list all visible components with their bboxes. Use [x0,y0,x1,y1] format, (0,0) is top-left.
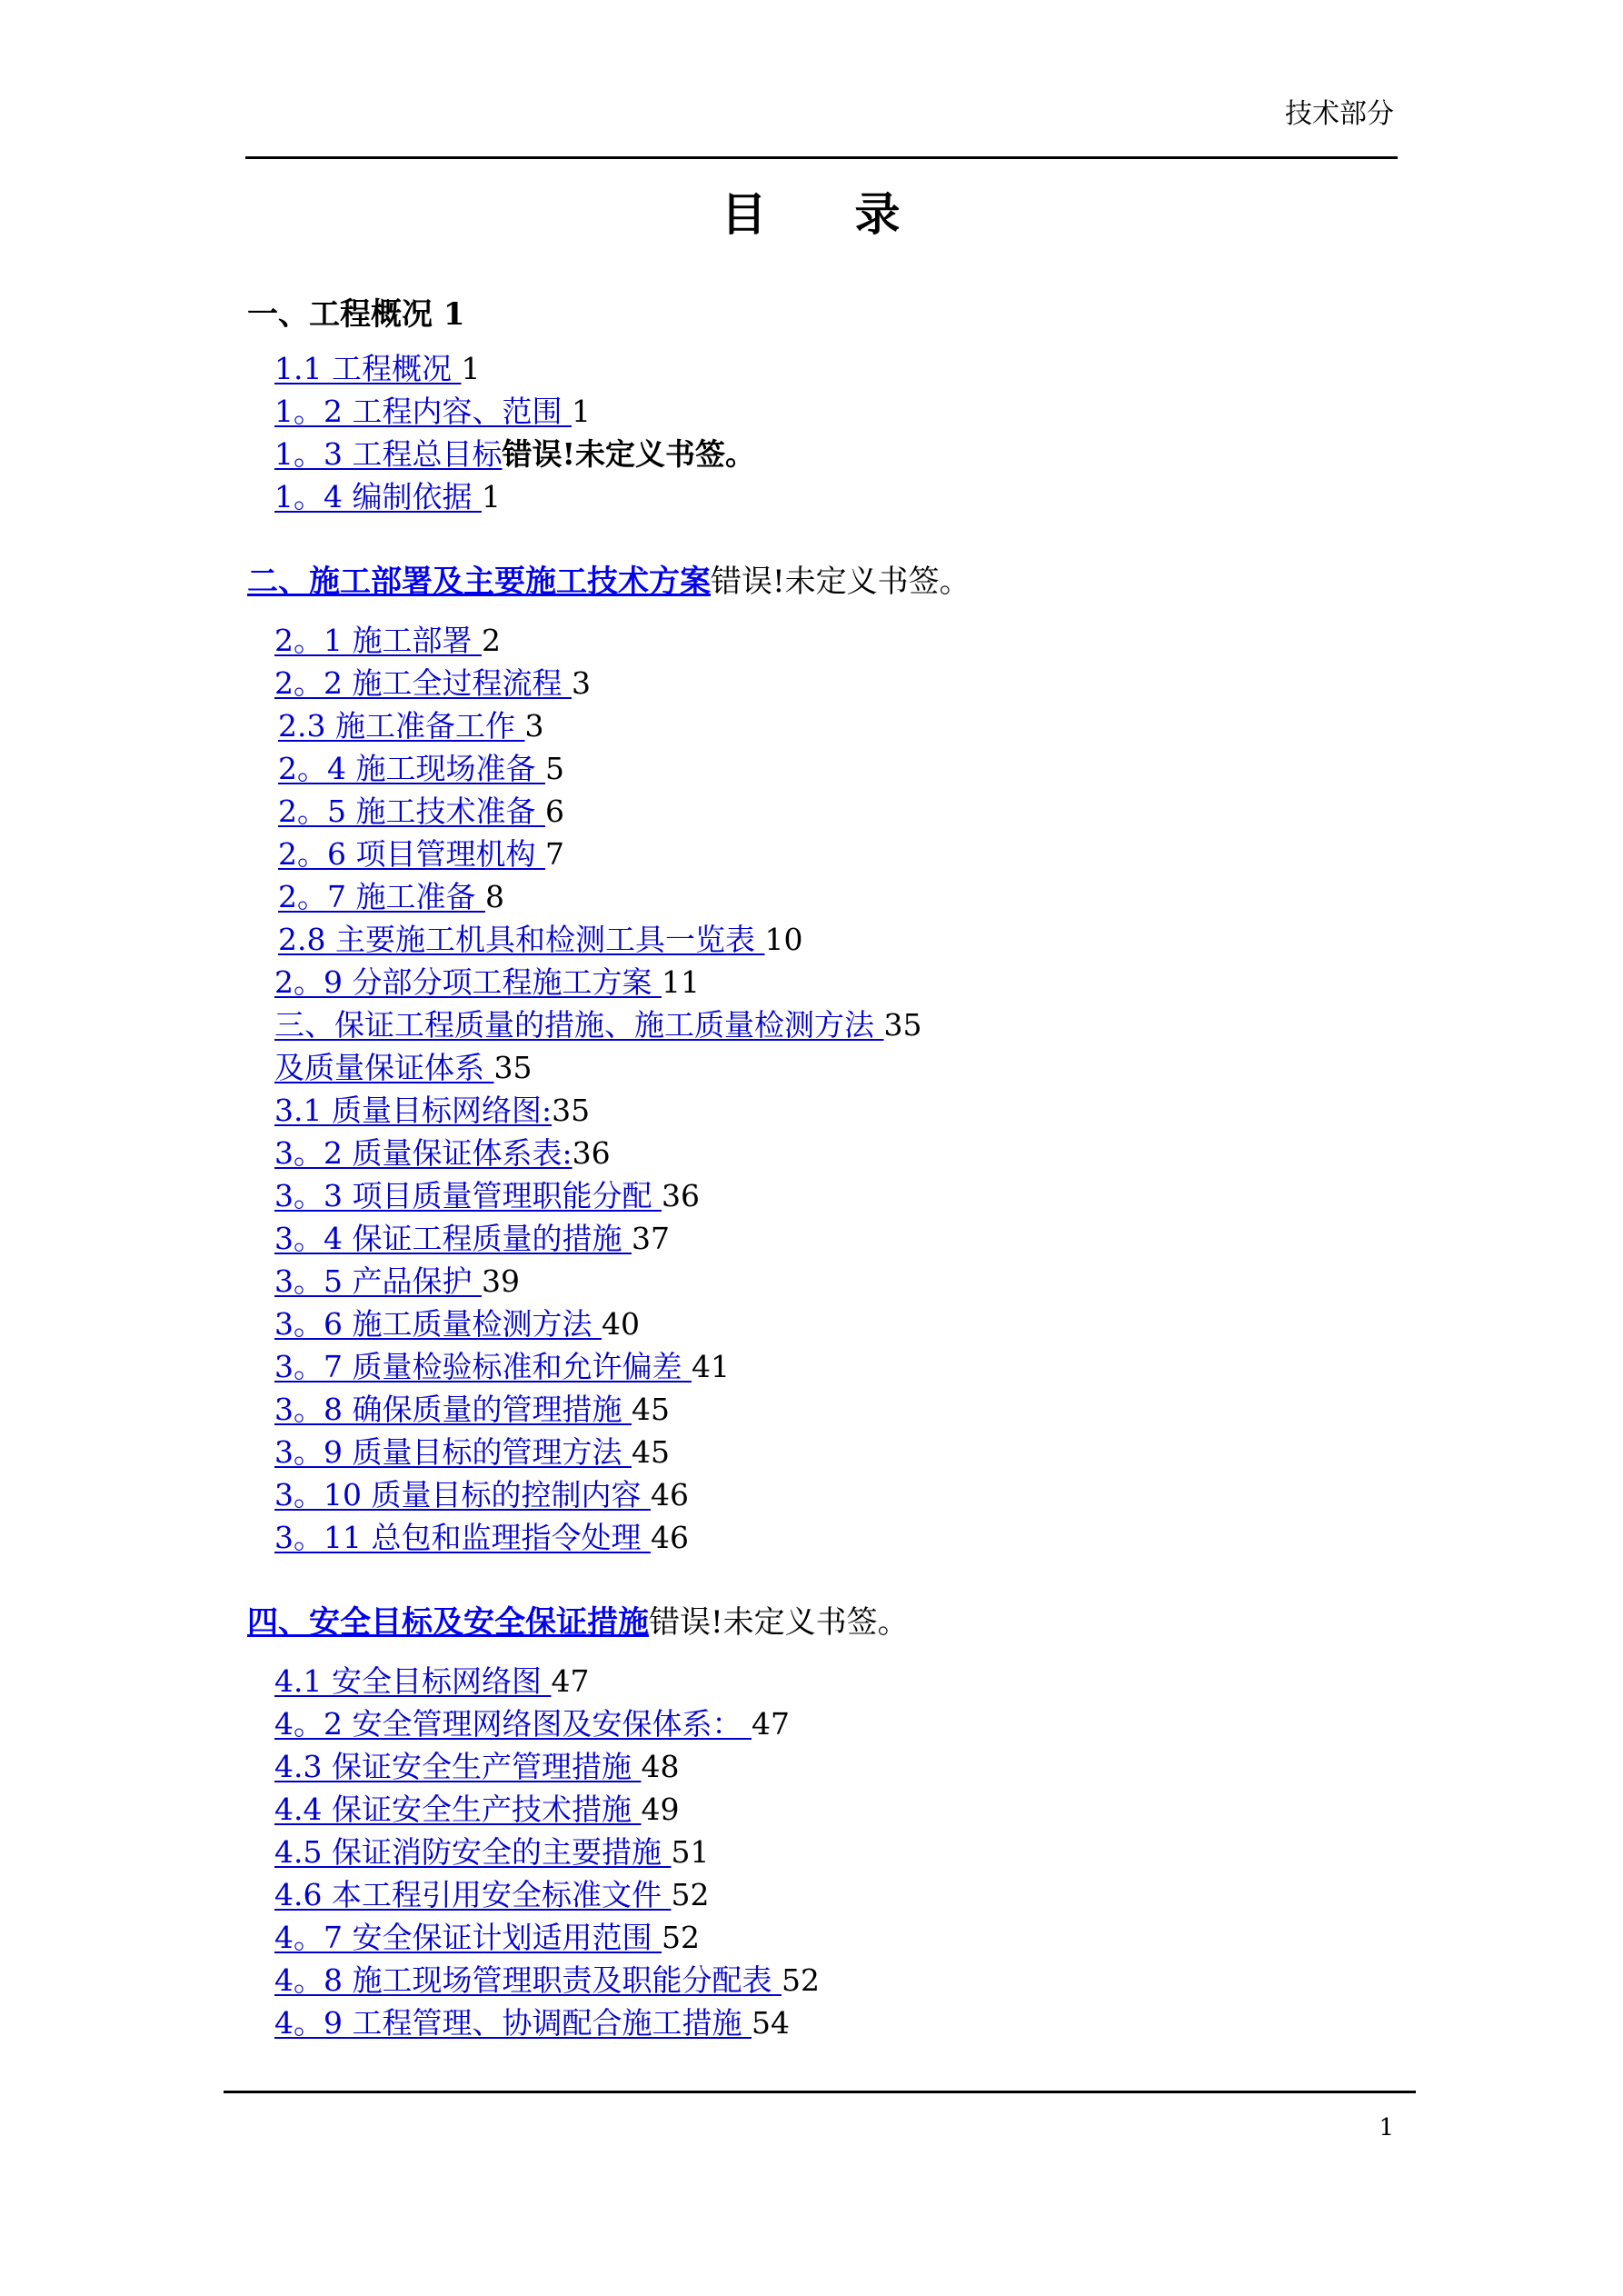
toc-item[interactable] [274,1221,670,1257]
toc-item-link[interactable]: 4。7 安全保证计划适用范围 [274,1920,662,1955]
toc-section-label[interactable]: 二、施工部署及主要施工技术方案 [247,564,711,600]
toc-item-page: 11 [661,964,700,1000]
toc-item[interactable] [274,1178,700,1214]
toc-item[interactable] [278,794,564,830]
toc-title [0,178,1623,244]
toc-item-page: 52 [671,1877,710,1912]
toc-section[interactable] [247,556,971,601]
footer-rule [224,2091,1416,2093]
toc-item[interactable] [274,1263,520,1300]
toc-item[interactable] [274,1663,589,1700]
toc-section[interactable] [247,1597,909,1642]
toc-item[interactable] [274,1520,689,1556]
toc-item-link[interactable]: 2。4 施工现场准备 [278,751,545,786]
toc-item-link[interactable]: 及质量保证体系 [274,1050,494,1085]
page-number: 1 [1379,2114,1394,2141]
toc-item-link[interactable]: 4.1 安全目标网络图 [274,1663,552,1699]
toc-item[interactable] [274,1007,922,1043]
toc-item-page: 10 [764,922,803,957]
toc-item[interactable] [274,1349,730,1385]
toc-item-link[interactable]: 3。7 质量检验标准和允许偏差 [274,1349,692,1384]
toc-item[interactable] [274,1434,670,1471]
toc-item[interactable] [274,351,480,387]
toc-item-link[interactable]: 3。11 总包和监理指令处理 [274,1520,651,1555]
toc-item-link[interactable]: 4。8 施工现场管理职责及职能分配表 [274,1962,782,1998]
toc-item-page: 35 [883,1007,922,1043]
toc-item-link[interactable]: 4.6 本工程引用安全标准文件 [274,1877,672,1912]
toc-item-page: 1 [481,479,501,514]
toc-item[interactable] [274,1877,709,1913]
toc-item-link[interactable]: 3。10 质量目标的控制内容 [274,1477,651,1512]
toc-item-link[interactable]: 2.8 主要施工机具和检测工具一览表 [278,922,765,957]
toc-item[interactable] [274,964,700,1001]
toc-item[interactable] [274,1392,670,1428]
toc-item-page: 51 [671,1834,710,1870]
toc-section-label[interactable]: 四、安全目标及安全保证措施 [247,1604,649,1641]
toc-section-page: 1 [433,296,465,333]
toc-item-page: 错误!未定义书签。 [502,436,755,472]
toc-item-link[interactable]: 1.1 工程概况 [274,351,462,386]
toc-item-link[interactable]: 4。2 安全管理网络图及安保体系： [274,1706,752,1742]
toc-item-link[interactable]: 2。5 施工技术准备 [278,794,545,829]
toc-item-link[interactable]: 4.3 保证安全生产管理措施 [274,1749,642,1784]
toc-item-link[interactable]: 4.4 保证安全生产技术措施 [274,1792,642,1827]
toc-item-page: 1 [461,351,481,386]
toc-item[interactable] [274,1477,689,1513]
toc-section [247,289,465,334]
toc-item-link[interactable]: 3。2 质量保证体系表: [274,1135,573,1171]
toc-item[interactable] [274,436,755,473]
toc-section-page: 错误!未定义书签。 [649,1604,909,1641]
toc-item-page: 35 [493,1050,533,1085]
toc-item-link[interactable]: 4.5 保证消防安全的主要措施 [274,1834,672,1870]
toc-section-page: 错误!未定义书签。 [711,564,971,600]
toc-item-page: 46 [650,1520,689,1555]
toc-item-link[interactable]: 2。1 施工部署 [274,623,482,658]
toc-item-link[interactable]: 3。3 项目质量管理职能分配 [274,1178,662,1213]
toc-item[interactable] [278,708,543,744]
toc-item-page: 3 [571,665,591,701]
toc-section-label: 一、工程概况 [247,296,433,333]
toc-item[interactable] [274,1962,820,1999]
toc-item-link[interactable]: 3。8 确保质量的管理措施 [274,1392,632,1427]
toc-item[interactable] [274,1135,611,1172]
toc-item-page: 49 [641,1792,680,1827]
toc-item-page: 54 [751,2005,790,2041]
toc-item[interactable] [278,922,802,958]
toc-item-link[interactable]: 1。3 工程总目标 [274,436,503,472]
toc-title-right: 录 [854,187,902,241]
toc-item-link[interactable]: 2。2 施工全过程流程 [274,665,572,701]
toc-item[interactable] [278,879,504,915]
toc-item-link[interactable]: 1。2 工程内容、范围 [274,394,572,429]
toc-item-page: 7 [544,836,564,872]
toc-item[interactable] [278,836,564,873]
toc-item-page: 5 [544,751,564,786]
toc-item-page: 52 [781,1962,820,1998]
toc-item-page: 37 [631,1221,670,1256]
toc-item-link[interactable]: 三、保证工程质量的措施、施工质量检测方法 [274,1007,884,1043]
toc-item-page: 6 [544,794,564,829]
toc-item-page: 45 [631,1392,670,1427]
toc-item-link[interactable]: 3。6 施工质量检测方法 [274,1306,602,1342]
toc-item-page: 48 [641,1749,680,1784]
toc-item-link[interactable]: 2。9 分部分项工程施工方案 [274,964,662,1000]
toc-item-page: 41 [691,1349,730,1384]
toc-item[interactable] [274,2005,790,2041]
toc-item-link[interactable]: 1。4 编制依据 [274,479,482,514]
toc-item-page: 45 [631,1434,670,1470]
toc-item-page: 40 [601,1306,640,1342]
toc-item-page: 52 [661,1920,700,1955]
toc-item[interactable] [274,1306,640,1343]
toc-item[interactable] [274,1050,533,1086]
toc-item-page: 47 [551,1663,590,1699]
toc-item-link[interactable]: 2。7 施工准备 [278,879,485,914]
toc-item-link[interactable]: 3。9 质量目标的管理方法 [274,1434,632,1470]
toc-item-link[interactable]: 2.3 施工准备工作 [278,708,525,744]
header-rule [245,156,1398,159]
toc-item[interactable] [274,1792,679,1828]
toc-item-page: 3 [524,708,544,744]
toc-item[interactable] [274,1834,709,1871]
toc-item-link[interactable]: 2。6 项目管理机构 [278,836,545,872]
toc-item-page: 35 [552,1093,591,1128]
toc-item-link[interactable]: 3。4 保证工程质量的措施 [274,1221,632,1256]
toc-item[interactable] [274,1749,679,1785]
toc-item-link[interactable]: 4。9 工程管理、协调配合施工措施 [274,2005,752,2041]
toc-item-link[interactable]: 3.1 质量目标网络图: [274,1093,553,1128]
toc-item[interactable] [274,665,591,702]
toc-item-page: 47 [751,1706,790,1742]
page-header: 技术部分 [1285,98,1394,130]
toc-item[interactable] [274,1706,790,1742]
toc-title-left: 目 [721,187,769,241]
toc-item-page: 46 [650,1477,689,1512]
toc-item-page: 36 [572,1135,611,1171]
toc-item[interactable] [274,1920,700,1956]
toc-item-page: 1 [571,394,591,429]
toc-item[interactable] [274,394,591,430]
toc-item-page: 39 [481,1263,520,1299]
toc-item[interactable] [274,479,501,515]
toc-item-page: 36 [661,1178,700,1213]
toc-item-page: 8 [484,879,504,914]
toc-item[interactable] [274,1093,590,1129]
toc-item-link[interactable]: 3。5 产品保护 [274,1263,482,1299]
toc-item[interactable] [274,623,501,659]
toc-item[interactable] [278,751,564,787]
toc-item-page: 2 [481,623,501,658]
